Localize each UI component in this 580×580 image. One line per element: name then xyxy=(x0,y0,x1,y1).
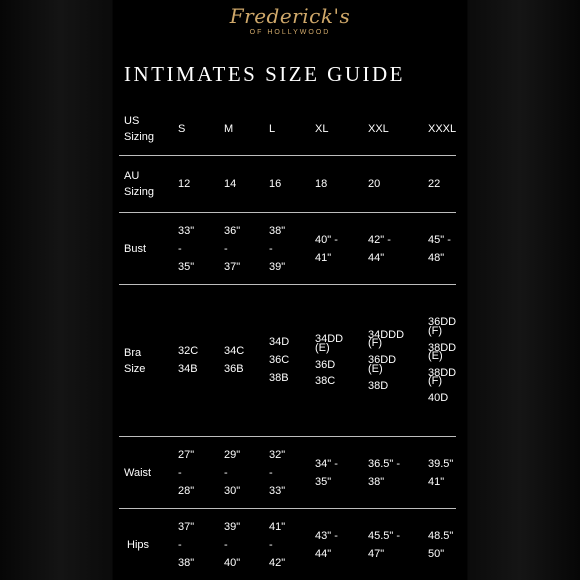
table-row-bra-size xyxy=(119,285,456,437)
table-cell: 34D 36C 38B xyxy=(269,336,290,384)
table-cell: 39.5" 41" xyxy=(428,457,454,488)
table-cell: 32" - 33" xyxy=(269,448,286,497)
table-cell: 20 xyxy=(368,178,381,190)
brand-logo xyxy=(0,4,580,42)
table-cell: 34DDD (F) 36DD (E) 38D xyxy=(368,329,405,392)
table-cell: 45.5" - 47" xyxy=(368,529,401,560)
table-cell: 43" - 44" xyxy=(315,529,338,560)
table-cell: 37" - 38" xyxy=(178,520,195,569)
table-cell: 39" - 40" xyxy=(224,520,241,569)
table-cell: 41" - 42" xyxy=(269,520,286,569)
logo-script: Frederick's xyxy=(229,4,351,28)
table-cell: 16 xyxy=(269,178,282,190)
table-cell: 45" - 48" xyxy=(428,233,451,264)
row-label: Hips xyxy=(127,538,150,551)
row-label: Bust xyxy=(124,242,147,255)
row-label: US Sizing xyxy=(124,115,154,143)
table-cell: 36.5" - 38" xyxy=(368,457,401,488)
table-row-waist xyxy=(119,437,456,509)
table-cell: 42" - 44" xyxy=(368,233,391,264)
table-cell: 33" - 35" xyxy=(178,224,195,273)
table-cell: 27" - 28" xyxy=(178,448,195,497)
logo-subtitle: OF HOLLYWOOD xyxy=(249,29,331,36)
table-cell: 14 xyxy=(224,178,237,190)
table-cell: 38" - 39" xyxy=(269,224,286,273)
table-cell: XXL xyxy=(368,123,389,135)
row-label: Waist xyxy=(124,466,152,479)
table-cell: 34" - 35" xyxy=(315,457,338,488)
table-cell: 18 xyxy=(315,178,328,190)
row-label: AU Sizing xyxy=(124,170,154,198)
table-cell: 36DD (F) 38DD (E) 38DD (F) 40D xyxy=(428,316,457,405)
table-cell: XL xyxy=(315,123,329,135)
table-row-au-sizing xyxy=(119,156,456,213)
table-cell: 32C 34B xyxy=(178,345,199,375)
table-row-bust xyxy=(119,213,456,285)
table-cell: 12 xyxy=(178,178,191,190)
table-cell: S xyxy=(178,123,186,135)
page-title: INTIMATES SIZE GUIDE xyxy=(124,62,405,86)
table-cell: M xyxy=(224,123,234,135)
table-cell: XXXL xyxy=(428,123,457,135)
row-label: Bra Size xyxy=(124,346,146,375)
table-cell: 34C 36B xyxy=(224,345,245,375)
table-cell: 40" - 41" xyxy=(315,233,338,264)
table-row-hips xyxy=(119,509,456,580)
table-cell: L xyxy=(269,123,276,135)
table-row-us-sizing xyxy=(119,103,456,156)
table-cell: 36" - 37" xyxy=(224,224,241,273)
table-cell: 48.5" 50" xyxy=(428,529,454,560)
table-cell: 29" - 30" xyxy=(224,448,241,497)
table-cell: 34DD (E) 36D 38C xyxy=(315,333,344,388)
table-cell: 22 xyxy=(428,178,441,190)
